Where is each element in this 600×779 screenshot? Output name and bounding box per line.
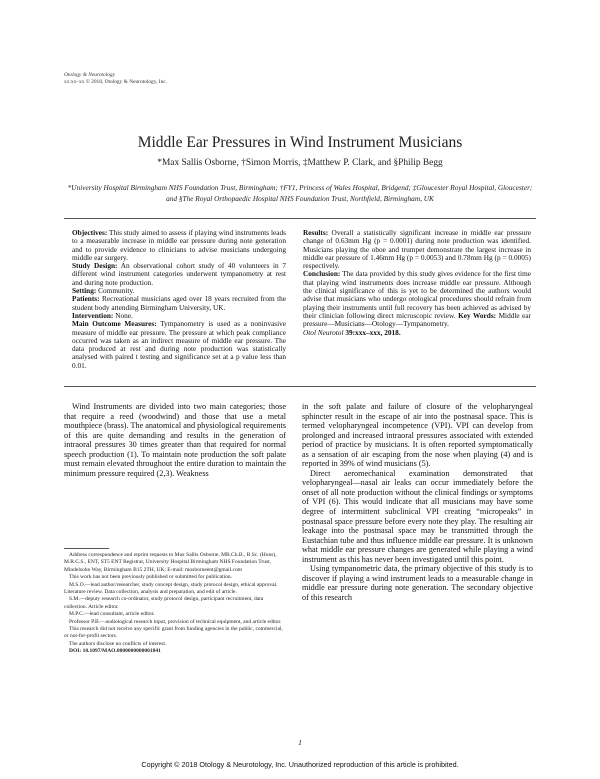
footnote-rule xyxy=(64,548,109,549)
patients-text: Recreational musicians aged over 18 years recruited from the student body attending Birmingham University, UK. xyxy=(72,294,286,312)
keywords-text: Middle ear pressure—Musicians—Otology—Tympanometry. xyxy=(303,310,532,329)
objectives-label: Objectives: xyxy=(72,228,108,237)
footnote-funding: This research did not receive any specific grant from funding agencies in the public, commercial, or not-for-profit sectors. xyxy=(64,626,283,640)
abstract-objectives xyxy=(72,229,286,262)
running-header xyxy=(64,72,167,86)
body-left-column xyxy=(64,402,286,478)
abstract-left-column xyxy=(72,229,286,370)
measures-text: Tympanometry is used as a noninvasive measure of middle ear pressure. The pressure at which peak compliance occurred was taken as an indirect measure of middle ear pressure. The data produced at rest and during note production was statistically analysed with paired t testing and significance set at a p value less than 0.01. xyxy=(72,319,286,370)
abstract-measures xyxy=(72,320,286,370)
results-label: Results: xyxy=(303,228,329,237)
body-paragraph: Direct aeromechanical examination demonstrated that velopharyngeal—nasal air leaks can occur immediately before the onset of all note production without the clinical findings or symptoms of VPI (6). This would indicate that all musicians may have some degree of intermittent subclinical VPI creating “micropeaks” in postnasal space pressure before every note they play. The resulting air leakage into the postnasal space may be transmitted through the Eustachian tube and thus influence middle ear pressure. It is unknown what middle ear pressure changes are generated while playing a wind instrument as this has never been investigated until this point. xyxy=(302,468,533,564)
body-paragraph: in the soft palate and failure of closure of the velopharyngeal sphincter result in the escape of air into the postnasal space. This is termed velopharyngeal incompetence (VPI). VPI can develop from prolonged and increased intraoral pressures associated with extended period of practice by musicians. It is often reported symptomatically as a sensation of air escaping from the nose when playing (4) and is reported in 39% of wind musicians (5). xyxy=(302,402,533,469)
body-right-column xyxy=(302,402,533,602)
journal-name: Otology & Neurotology xyxy=(64,72,116,78)
conclusion-label: Conclusion: xyxy=(303,269,341,279)
setting-text: Community. xyxy=(98,286,135,296)
footnote-correspondence: Address correspondence and reprint requests to Max Sallis Osborne, MB.Ch.B., B.Sc. (Hons), M.R.C.S., ENT, ST5 ENT Registrar, University Hospital Birmingham NHS Foundation Trust, Mindelsohn Way, Birmingham B15 2TH, UK; E-mail: mosborneent@gmail.com xyxy=(64,552,277,573)
abstract-design xyxy=(72,262,286,287)
intervention-label: Intervention: xyxy=(72,310,114,320)
footnote-sm: S.M.—deputy research co-ordinator, study protocol design, participant recruitment, data collection. Article editor. xyxy=(64,596,264,610)
abstract-bottom-rule xyxy=(64,386,536,387)
abstract-patients xyxy=(72,295,286,312)
abstract-right-column xyxy=(303,229,531,337)
objectives-text: This study aimed to assess if playing wind instruments leads to a measurable increase in middle ear pressure during note generation and to provide evidence to clinicians to advise musicians undergoing middle ear surgery. xyxy=(72,228,286,262)
patients-label: Patients: xyxy=(72,294,100,304)
body-paragraph: Wind Instruments are divided into two main categories; those that require a reed (woodwind) and those that use a metal mouthpiece (brass). The anatomical and physiological requirements of this are quite demanding and results in the generation of intraoral pressures 30 times greater than that required for normal speech production (1). To maintain note production the soft palate must remain elevated throughout the entire duration to maintain the minimum pressure required (2,3). Weakness xyxy=(64,402,286,478)
results-text: Overall a statistically significant increase in middle ear pressure change of 0.63mm Hg (p = 0.0001) during note production was identified. Musicians playing the oboe and trumpet demonstrate the largest increase in middle ear pressure of 1.46mm Hg (p = 0.0053) and 0.78mm Hg (p = 0.0005) respectively. xyxy=(303,228,531,271)
citation-journal: Otol Neurotol xyxy=(303,327,344,337)
body-paragraph: Using tympanometric data, the primary objective of this study is to discover if playing a wind instrument leads to a measurable change in middle ear pressure during note generation. The secondary objective of this research xyxy=(302,564,533,602)
abstract-conclusion xyxy=(303,270,531,328)
footnote-doi: DOI: 10.1097/MAO.0000000000001841 xyxy=(69,648,161,655)
measures-label: Main Outcome Measures: xyxy=(72,319,157,329)
abstract-results xyxy=(303,229,531,270)
page-number: 1 xyxy=(298,738,302,747)
design-label: Study Design: xyxy=(72,261,118,271)
journal-meta: xx:xx–xx © 2018, Otology & Neurotology, Inc. xyxy=(64,79,168,85)
footnote-mso: M.S.O.—lead author/researcher, study concept design, study protocol design, ethical approval. Literature review. Data collection, analysis and preparation, and edit of article. xyxy=(64,581,278,596)
setting-label: Setting: xyxy=(72,286,97,296)
abstract-top-rule xyxy=(64,218,536,219)
author-list: *Max Sallis Osborne, †Simon Morris, ‡Matthew P. Clark, and §Philip Begg xyxy=(157,158,443,168)
abstract-citation xyxy=(303,329,531,337)
footnotes xyxy=(64,552,286,656)
intervention-text: None. xyxy=(115,310,133,320)
footnote-pb: Professor P.B.—audiological research input, provision of technical equipment, and article editor. xyxy=(69,618,282,625)
footnote-mpc: M.P.C.—lead consultant, article editor. xyxy=(69,611,155,618)
keywords-label: Key Words: xyxy=(458,310,497,320)
footnote-conflicts: The authors disclose no conflicts of interest. xyxy=(69,640,167,647)
design-text: An observational cohort study of 40 volunteers in 7 different wind instrument categories underwent tympanometry at rest and during note production. xyxy=(72,261,287,287)
article-title: Middle Ear Pressures in Wind Instrument Musicians xyxy=(137,134,463,151)
copyright-notice: Copyright © 2018 Otology & Neurotology, Inc. Unauthorized reproduction of this article is prohibited. xyxy=(141,760,459,769)
footnote-not-presented: This work has not been previously published or submitted for publication. xyxy=(69,574,232,581)
affiliations: *University Hospital Birmingham NHS Foundation Trust, Birmingham; †FY1, Princess of Wales Hospital, Bridgend; ‡Gloucester Royal Hospital, Gloucester; and §The Royal Orthopaedic Hospital NHS Foundation Trust, Northfield, Birmingham, UK xyxy=(67,183,533,203)
conclusion-text: The data provided by this study gives evidence for the first time that playing wind instruments does increase middle ear pressure. Although the clinical significance of this is yet to be determined the authors would advise that musicians who undergo otological procedures should refrain from playing their instruments until full recovery has been achieved as advised by their clinician following direct microscopic review. xyxy=(303,269,531,320)
citation-volume: 39:xxx–xxx, 2018. xyxy=(345,327,401,337)
